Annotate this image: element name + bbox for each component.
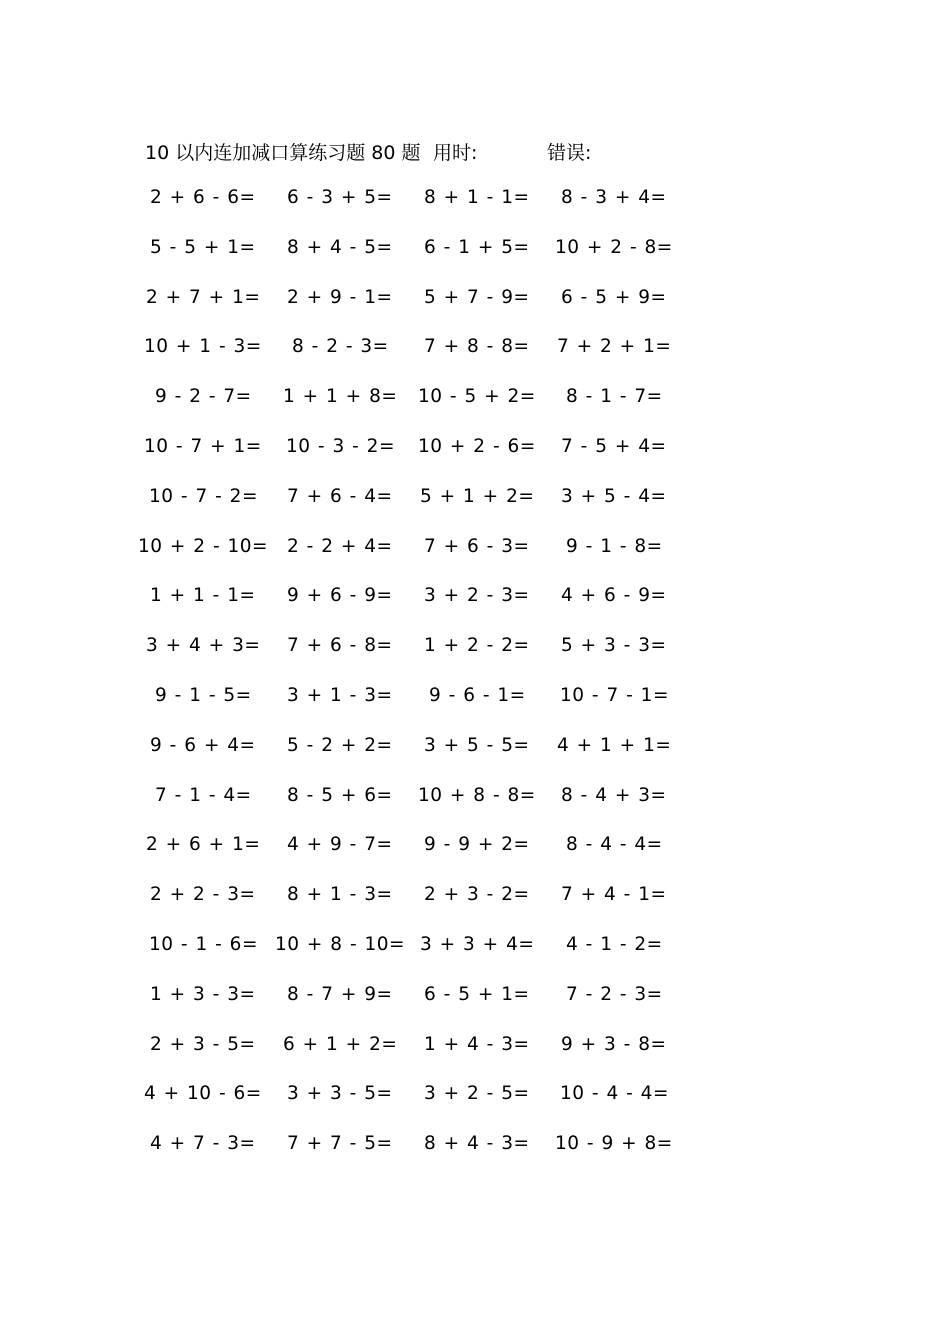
- problem-item: 9 - 1 - 5=: [155, 684, 252, 706]
- problem-item: 8 - 5 + 6=: [287, 784, 393, 806]
- problem-item: 10 - 1 - 6=: [149, 933, 258, 955]
- problem-row: [0, 984, 950, 1034]
- problem-item: 9 - 6 - 1=: [429, 684, 526, 706]
- problem-item: 5 + 1 + 2=: [420, 485, 535, 507]
- problem-item: 7 - 5 + 4=: [561, 435, 667, 457]
- problem-item: 3 + 1 - 3=: [287, 684, 393, 706]
- problem-grid: [0, 187, 950, 1183]
- problem-item: 7 + 8 - 8=: [424, 336, 530, 358]
- problem-item: 8 + 1 - 1=: [424, 187, 530, 208]
- problem-item: 8 + 4 - 3=: [424, 1133, 530, 1155]
- problem-item: 3 + 3 + 4=: [420, 933, 535, 955]
- problem-item: 8 - 3 + 4=: [561, 187, 667, 208]
- problem-item: 6 - 5 + 9=: [561, 286, 667, 308]
- problem-row: [0, 436, 950, 486]
- problem-item: 7 + 6 - 3=: [424, 535, 530, 557]
- problem-item: 7 + 6 - 8=: [287, 635, 393, 657]
- problem-item: 3 + 2 - 5=: [424, 1083, 530, 1105]
- problem-item: 2 + 7 + 1=: [146, 286, 261, 308]
- problem-item: 3 + 2 - 3=: [424, 585, 530, 607]
- time-used-label: 用时:: [433, 142, 478, 164]
- problem-item: 7 + 4 - 1=: [561, 884, 667, 906]
- problem-row: [0, 1133, 950, 1183]
- problem-row: [0, 635, 950, 685]
- problem-item: 2 + 6 - 6=: [150, 187, 256, 208]
- problem-item: 8 - 4 + 3=: [561, 784, 667, 806]
- problem-item: 1 + 3 - 3=: [150, 983, 256, 1005]
- problem-row: [0, 336, 950, 386]
- problem-item: 8 - 1 - 7=: [566, 386, 663, 408]
- problem-item: 10 - 7 - 2=: [149, 485, 258, 507]
- problem-row: [0, 386, 950, 436]
- problem-item: 2 - 2 + 4=: [287, 535, 393, 557]
- problem-row: [0, 1083, 950, 1133]
- error-count-label: 错误:: [547, 142, 592, 164]
- problem-item: 9 - 9 + 2=: [424, 834, 530, 856]
- problem-item: 7 - 1 - 4=: [155, 784, 252, 806]
- problem-item: 2 + 9 - 1=: [287, 286, 393, 308]
- problem-item: 4 + 7 - 3=: [150, 1133, 256, 1155]
- problem-row: [0, 287, 950, 337]
- problem-item: 4 + 6 - 9=: [561, 585, 667, 607]
- problem-item: 10 + 2 - 10=: [138, 535, 269, 557]
- problem-item: 10 + 2 - 6=: [418, 435, 536, 457]
- problem-item: 6 + 1 + 2=: [283, 1033, 398, 1055]
- problem-item: 7 + 7 - 5=: [287, 1133, 393, 1155]
- problem-item: 8 + 4 - 5=: [287, 236, 393, 258]
- problem-item: 5 - 2 + 2=: [287, 734, 393, 756]
- problem-item: 8 - 2 - 3=: [292, 336, 389, 358]
- problem-row: [0, 685, 950, 735]
- problem-item: 10 + 2 - 8=: [555, 236, 673, 258]
- problem-item: 4 - 1 - 2=: [566, 933, 663, 955]
- problem-item: 10 + 8 - 10=: [275, 933, 406, 955]
- problem-item: 9 + 3 - 8=: [561, 1033, 667, 1055]
- problem-item: 6 - 1 + 5=: [424, 236, 530, 258]
- problem-item: 10 + 1 - 3=: [144, 336, 262, 358]
- problem-item: 7 - 2 - 3=: [566, 983, 663, 1005]
- problem-item: 3 + 3 - 5=: [287, 1083, 393, 1105]
- problem-item: 8 + 1 - 3=: [287, 884, 393, 906]
- problem-item: 1 + 2 - 2=: [424, 635, 530, 657]
- problem-item: 10 - 7 - 1=: [560, 684, 669, 706]
- problem-item: 1 + 1 + 8=: [283, 386, 398, 408]
- problem-item: 9 - 1 - 8=: [566, 535, 663, 557]
- problem-row: [0, 237, 950, 287]
- problem-item: 5 + 7 - 9=: [424, 286, 530, 308]
- problem-item: 4 + 9 - 7=: [287, 834, 393, 856]
- problem-item: 6 - 3 + 5=: [287, 187, 393, 208]
- problem-row: [0, 884, 950, 934]
- problem-item: 2 + 3 - 5=: [150, 1033, 256, 1055]
- problem-row: [0, 785, 950, 835]
- problem-item: 5 + 3 - 3=: [561, 635, 667, 657]
- problem-item: 10 - 7 + 1=: [144, 435, 262, 457]
- problem-item: 3 + 5 - 4=: [561, 485, 667, 507]
- problem-row: [0, 187, 950, 237]
- problem-row: [0, 934, 950, 984]
- problem-item: 2 + 3 - 2=: [424, 884, 530, 906]
- problem-item: 7 + 6 - 4=: [287, 485, 393, 507]
- problem-item: 1 + 4 - 3=: [424, 1033, 530, 1055]
- problem-item: 10 - 9 + 8=: [555, 1133, 673, 1155]
- problem-item: 10 + 8 - 8=: [418, 784, 536, 806]
- problem-item: 1 + 1 - 1=: [150, 585, 256, 607]
- problem-row: [0, 585, 950, 635]
- problem-item: 10 - 3 - 2=: [286, 435, 395, 457]
- problem-item: 5 - 5 + 1=: [150, 236, 256, 258]
- problem-item: 7 + 2 + 1=: [557, 336, 672, 358]
- problem-item: 10 - 5 + 2=: [418, 386, 536, 408]
- problem-item: 4 + 1 + 1=: [557, 734, 672, 756]
- problem-item: 9 - 2 - 7=: [155, 386, 252, 408]
- problem-item: 8 - 4 - 4=: [566, 834, 663, 856]
- problem-row: [0, 486, 950, 536]
- problem-item: 2 + 6 + 1=: [146, 834, 261, 856]
- problem-item: 6 - 5 + 1=: [424, 983, 530, 1005]
- problem-item: 9 - 6 + 4=: [150, 734, 256, 756]
- problem-item: 10 - 4 - 4=: [560, 1083, 669, 1105]
- problem-row: [0, 834, 950, 884]
- problem-row: [0, 735, 950, 785]
- problem-item: 2 + 2 - 3=: [150, 884, 256, 906]
- problem-item: 4 + 10 - 6=: [144, 1083, 262, 1105]
- problem-item: 3 + 4 + 3=: [146, 635, 261, 657]
- problem-item: 3 + 5 - 5=: [424, 734, 530, 756]
- worksheet-title: 10 以内连加减口算练习题 80 题: [145, 142, 421, 164]
- problem-row: [0, 1034, 950, 1084]
- problem-row: [0, 536, 950, 586]
- problem-item: 9 + 6 - 9=: [287, 585, 393, 607]
- problem-item: 8 - 7 + 9=: [287, 983, 393, 1005]
